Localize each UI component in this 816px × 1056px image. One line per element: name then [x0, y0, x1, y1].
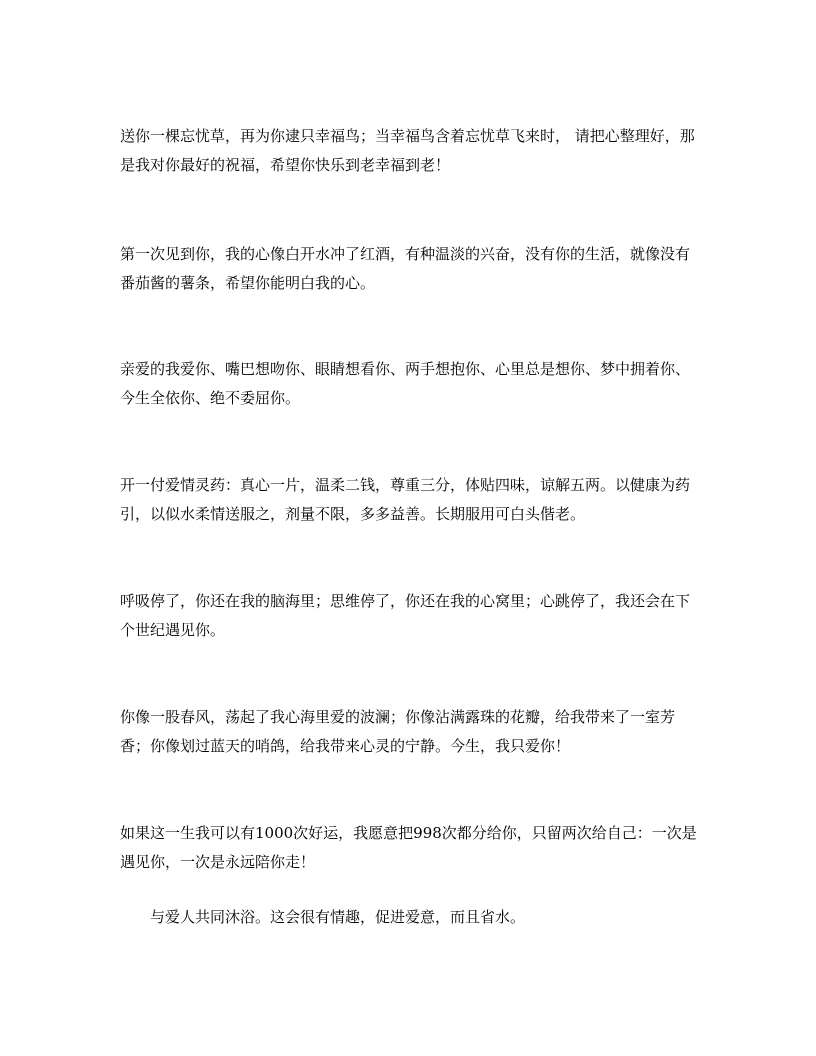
paragraph-dear-love-you: 亲爱的我爱你、嘴巴想吻你、眼睛想看你、两手想抱你、心里总是想你、梦中拥着你、今生全依你、绝不委屈你。 [120, 360, 691, 407]
paragraph-love-medicine: 开一付爱情灵药：真心一片，温柔二钱，尊重三分，体贴四味，谅解五两。以健康为药引，以似水柔情送服之，剂量不限，多多益善。长期服用可白头偕老。 [120, 476, 691, 523]
paragraph-breath-stopped: 呼吸停了，你还在我的脑海里；思维停了，你还在我的心窝里；心跳停了，我还会在下个世纪遇见你。 [120, 592, 691, 639]
paragraph-first-meeting: 第一次见到你，我的心像白开水冲了红酒，有种温淡的兴奋，没有你的生活，就像没有番茄酱的薯条，希望你能明白我的心。 [120, 245, 691, 292]
paragraph-spring-breeze: 你像一股春风，荡起了我心海里爱的波澜；你像沾满露珠的花瓣，给我带来了一室芳香；你像划过蓝天的哨鸽，给我带来心灵的宁静。今生，我只爱你！ [120, 708, 676, 755]
paragraph-forget-worry-grass: 送你一棵忘忧草，再为你逮只幸福鸟；当幸福鸟含着忘忧草飞来时， 请把心整理好，那是我对你最好的祝福，希望你快乐到老幸福到老！ [120, 127, 695, 174]
paragraph-shared-bath: 与爱人共同沐浴。这会很有情趣，促进爱意，而且省水。 [150, 908, 526, 926]
paragraph-good-luck: 如果这一生我可以有1000次好运，我愿意把998次都分给你，只留两次给自己：一次是遇见你，一次是永远陪你走！ [120, 824, 697, 871]
